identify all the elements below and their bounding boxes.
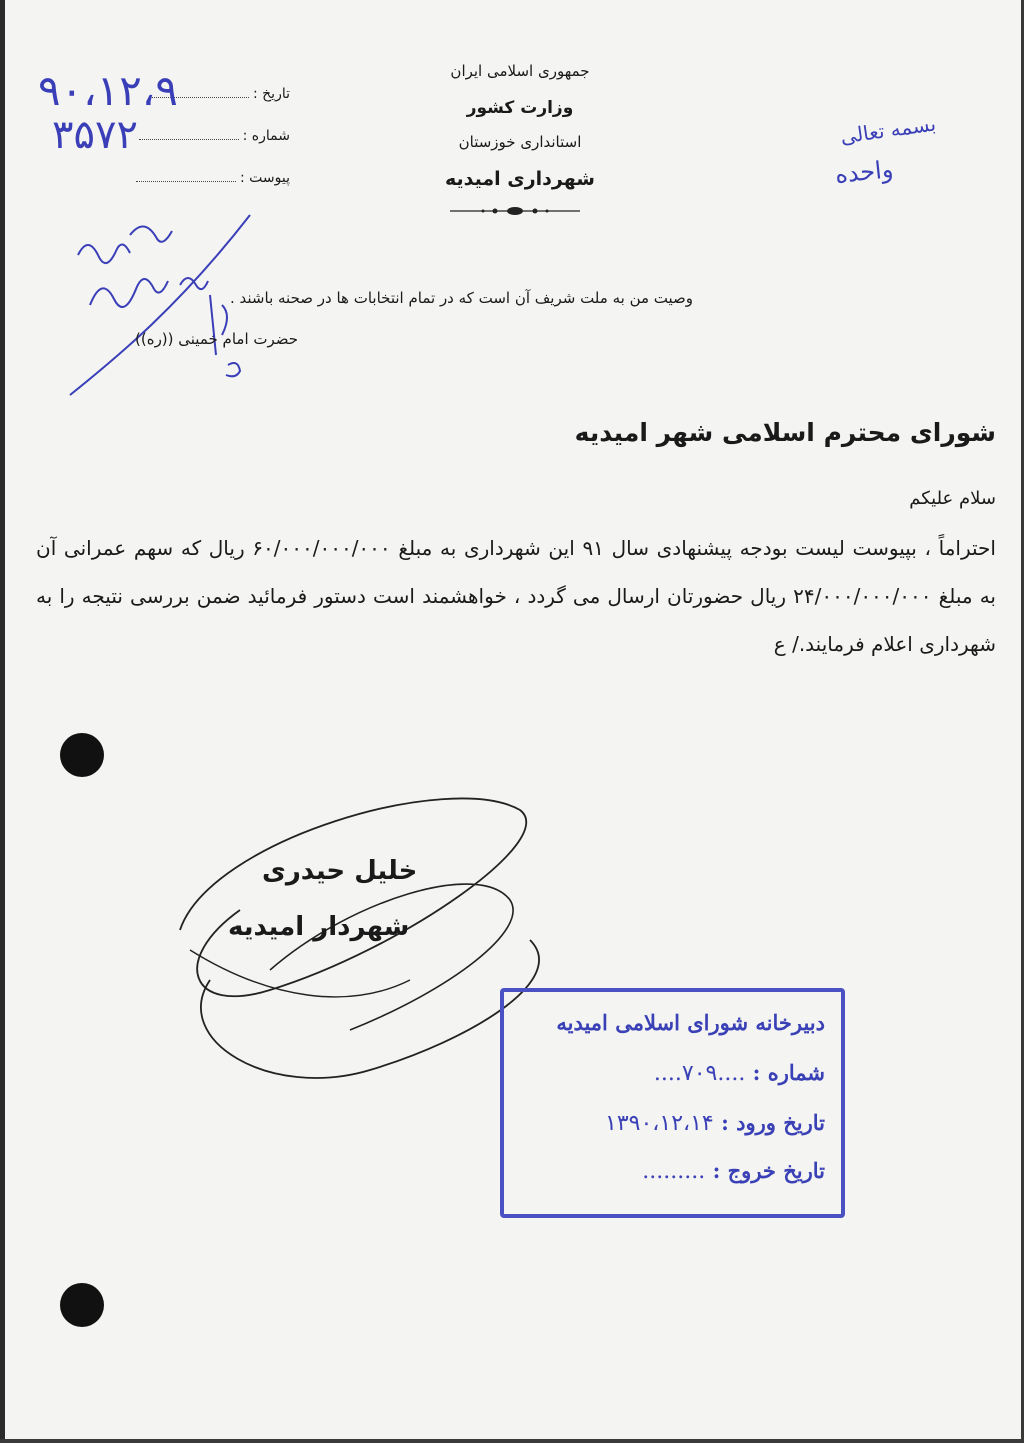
handwritten-bismillah: بسمه تعالی: [838, 111, 938, 149]
secretariat-stamp: [500, 988, 845, 1218]
salutation: سلام علیکم: [909, 488, 996, 509]
stamp-heading: دبیرخانه شورای اسلامی امیدیه: [556, 1010, 825, 1035]
attachment-dots: [136, 171, 236, 182]
stamp-number-value: ....۷۰۹....: [653, 1061, 746, 1086]
handwritten-date: ۹۰،۱۲،۹: [38, 66, 178, 115]
stamp-entry-row: [605, 1110, 825, 1136]
stamp-entry-label: تاریخ ورود :: [721, 1110, 825, 1135]
stamp-exit-row: [642, 1158, 825, 1184]
handwritten-unit-note: واحده: [833, 155, 895, 189]
handwritten-number: ۳۵۷۲: [52, 112, 138, 158]
letter-body: احتراماً ، بپیوست لیست بودجه پیشنهادی سال ۹۱ این شهرداری به مبلغ ۶۰/۰۰۰/۰۰۰/۰۰۰ ریال که سهم عمرانی آن به مبلغ ۲۴/۰۰۰/۰۰۰/۰۰۰ ریال حضورتان ارسال می گردد ، خواهشمند است دستور فرمائید ضمن بررسی نتیجه را به شهرداری اعلام فرمایند./ ع: [36, 536, 996, 656]
stamp-entry-value: ۱۳۹۰،۱۲،۱۴: [605, 1111, 714, 1136]
stamp-exit-label: تاریخ خروج :: [712, 1158, 825, 1183]
letterhead-municipality: شهرداری امیدیه: [445, 168, 595, 190]
number-dots: [139, 129, 239, 140]
attachment-label: پیوست :: [240, 170, 290, 186]
punch-hole-top: [60, 733, 104, 777]
letterhead-ministry: وزارت کشور: [466, 98, 574, 118]
stamp-exit-value: .........: [642, 1159, 706, 1184]
stamp-number-label: شماره :: [752, 1060, 825, 1085]
signatory-title: شهردار امیدیه: [228, 912, 410, 942]
imam-quote: وصیت من به ملت شریف آن است که در تمام انتخابات ها در صحنه باشند .: [230, 289, 694, 307]
letterhead-country: جمهوری اسلامی ایران: [450, 62, 590, 80]
letterhead-province: استانداری خوزستان: [458, 133, 582, 151]
attachment-field: [110, 170, 290, 186]
quote-author: حضرت امام خمینی ((ره)): [135, 330, 299, 348]
number-label: شماره :: [242, 128, 290, 144]
date-label: تاریخ :: [252, 86, 290, 102]
recipient-heading: شورای محترم اسلامی شهر امیدیه: [574, 418, 996, 447]
scan-edge-left: [0, 0, 5, 1443]
stamp-number-row: [654, 1060, 825, 1086]
punch-hole-bottom: [60, 1283, 104, 1327]
scan-edge-bottom: [0, 1439, 1024, 1443]
ornament-divider: [450, 205, 580, 217]
signatory-name: خلیل حیدری: [262, 856, 418, 886]
